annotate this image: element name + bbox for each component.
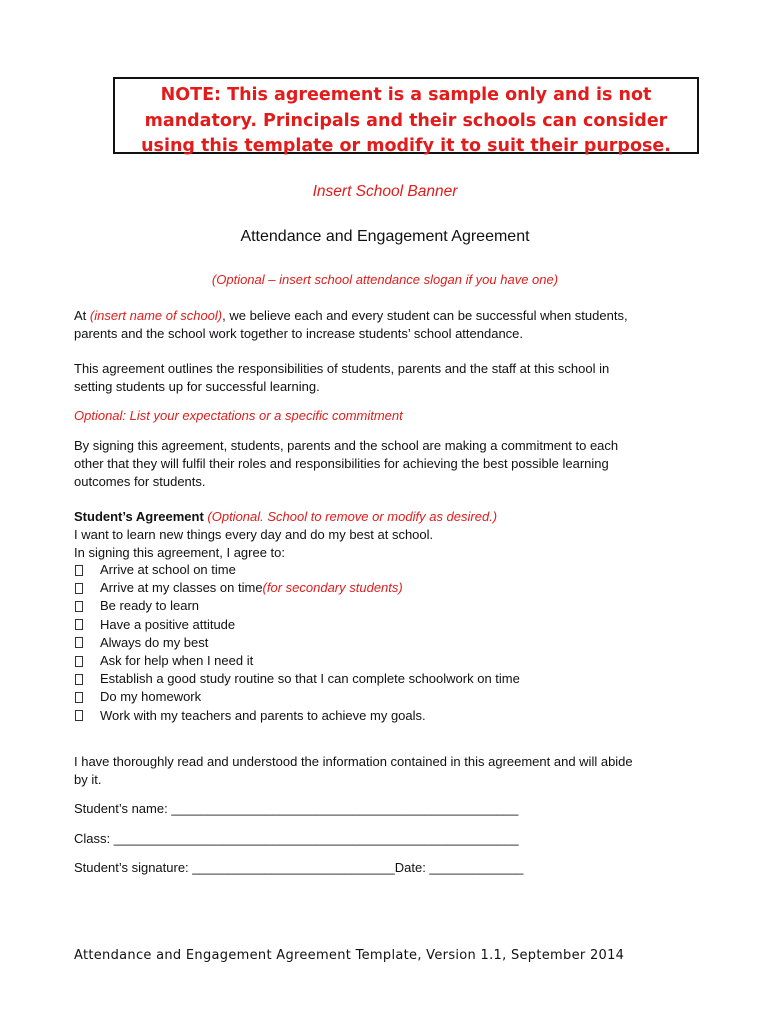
intro-line-1-rest: , we believe each and every student can be successful when students, (222, 308, 628, 323)
student-agreement-section (74, 508, 704, 562)
list-item (74, 597, 520, 615)
optional-expectations-line: Optional: List your expectations or a specific commitment (74, 408, 403, 423)
checkbox-icon[interactable] (75, 637, 83, 648)
checkbox-icon[interactable] (75, 565, 83, 576)
intro-prefix: At (74, 308, 90, 323)
intro-line-2: parents and the school work together to increase students’ school attendance. (74, 326, 524, 341)
optional-expectations-note (74, 407, 704, 425)
list-item-text: Establish a good study routine so that I can complete schoolwork on time (100, 671, 520, 687)
commitment-paragraph (74, 437, 704, 491)
intro-paragraph (74, 307, 704, 343)
class-field[interactable]: Class: ________________________________________________________ (74, 831, 519, 846)
list-item (74, 670, 520, 688)
student-commitments-list (74, 561, 520, 725)
commitment-line-1: By signing this agreement, students, parents and the school are making a commitment to each (74, 438, 619, 453)
student-agreement-heading-line (74, 508, 704, 526)
date-field[interactable]: Date: _____________ (394, 860, 524, 875)
page-footer: Attendance and Engagement Agreement Template, Version 1.1, September 2014 (74, 948, 625, 963)
checkbox-icon[interactable] (75, 601, 83, 612)
checkbox-icon[interactable] (75, 583, 83, 594)
commitment-line-3: outcomes for students. (74, 474, 206, 489)
checkbox-icon[interactable] (75, 619, 83, 630)
student-agreement-line-1: I want to learn new things every day and do my best at school. (74, 527, 434, 542)
list-item (74, 616, 520, 634)
checkbox-icon[interactable] (75, 692, 83, 703)
list-item (74, 561, 520, 579)
acknowledgement-line-2: by it. (74, 772, 102, 787)
student-agreement-heading-note: (Optional. School to remove or modify as desired.) (203, 509, 498, 524)
list-item-text: Arrive at my classes on time (100, 580, 263, 596)
list-item (74, 579, 520, 597)
note-line-3: using this template or modify it to suit their purpose. (141, 136, 671, 156)
sample-note-box (113, 77, 699, 154)
list-item-text: Arrive at school on time (100, 562, 236, 577)
school-name-placeholder: (insert name of school) (89, 308, 223, 323)
acknowledgement-line-1: I have thoroughly read and understood the information contained in this agreement and will abide (74, 754, 633, 769)
student-agreement-line-2: In signing this agreement, I agree to: (74, 545, 286, 560)
list-item-text: Be ready to learn (100, 598, 200, 614)
list-item (74, 688, 520, 706)
list-item (74, 652, 520, 670)
checkbox-icon[interactable] (75, 710, 83, 721)
checkbox-icon[interactable] (75, 674, 83, 685)
acknowledgement-paragraph (74, 753, 704, 789)
list-item (74, 707, 520, 725)
list-item-text: Work with my teachers and parents to achieve my goals. (100, 707, 426, 723)
student-name-field[interactable]: Student’s name: ________________________________________________ (74, 801, 519, 816)
note-line-2: mandatory. Principals and their schools can consider (144, 110, 668, 131)
intro-line-1 (74, 307, 704, 325)
student-signature-field[interactable]: Student’s signature: ____________________________ (74, 860, 395, 875)
list-item-text: Always do my best (100, 634, 209, 650)
list-item-text: Ask for help when I need it (100, 653, 254, 669)
list-item-text: Do my homework (100, 689, 202, 705)
signature-date-row (74, 860, 523, 875)
outline-paragraph (74, 360, 704, 396)
school-banner-placeholder: Insert School Banner (312, 183, 458, 200)
commitment-line-2: other that they will fulfil their roles and responsibilities for achieving the best possible learning (74, 456, 609, 471)
document-title: Attendance and Engagement Agreement (240, 228, 530, 245)
outline-line-1: This agreement outlines the responsibilities of students, parents and the staff at this school in (74, 361, 610, 376)
note-line-1: NOTE: This agreement is a sample only and is not (160, 85, 652, 105)
student-agreement-heading: Student’s Agreement (74, 509, 204, 524)
outline-line-2: setting students up for successful learning. (74, 379, 320, 394)
list-item (74, 634, 520, 652)
list-item-note: (for secondary students) (262, 580, 403, 596)
checkbox-icon[interactable] (75, 656, 83, 667)
list-item-text: Have a positive attitude (100, 616, 236, 632)
slogan-placeholder: (Optional – insert school attendance slogan if you have one) (211, 272, 559, 287)
